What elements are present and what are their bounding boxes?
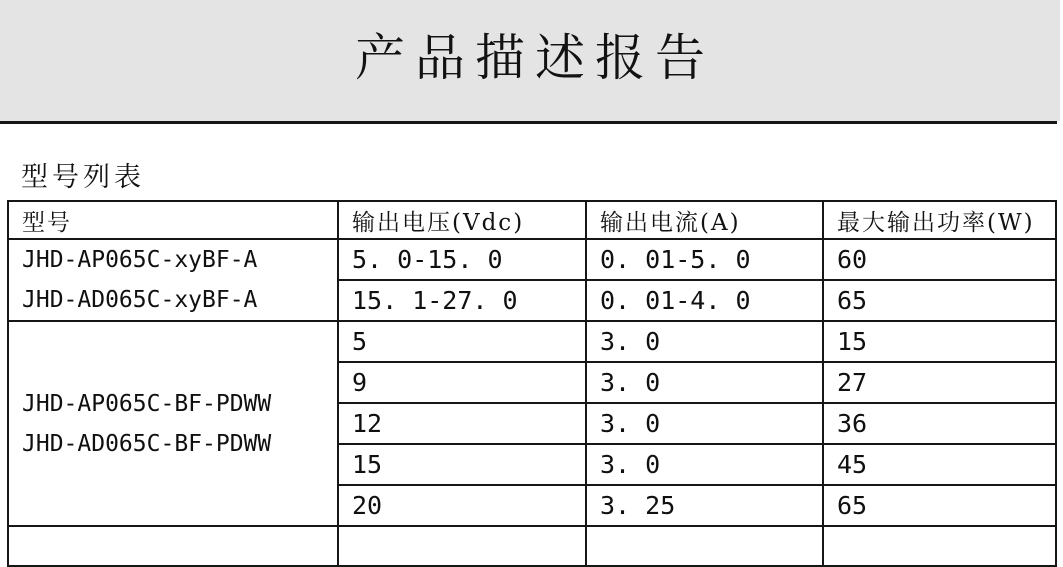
voltage-cell: 20 [338,485,586,526]
voltage-cell: 12 [338,403,586,444]
voltage-cell: 9 [338,362,586,403]
current-cell: 3. 25 [586,485,823,526]
title-banner [0,0,1060,121]
model-name: JHD-AP065C-BF-PDWW [22,390,272,417]
current-cell: 0. 01-4. 0 [586,280,823,321]
table-row [8,239,1056,280]
current-cell: 3. 0 [586,403,823,444]
power-cell: 36 [823,403,1056,444]
model-name: JHD-AP065C-xyBF-A [22,247,258,273]
model-cell [8,239,338,321]
current-cell: 3. 0 [586,444,823,485]
power-cell: 65 [823,485,1056,526]
current-cell: 3. 0 [586,362,823,403]
empty-cell [8,526,338,566]
voltage-cell: 5 [338,321,586,362]
current-cell: 0. 01-5. 0 [586,239,823,280]
empty-cell [338,526,586,566]
table-row [8,321,1056,362]
section-heading: 型号列表 [21,162,145,193]
table-body [8,239,1056,566]
empty-cell [823,526,1056,566]
model-name: JHD-AD065C-BF-PDWW [22,430,272,457]
page-title: 产品描述报告 [355,28,715,87]
power-cell: 15 [823,321,1056,362]
header-row [8,201,1056,239]
voltage-cell: 15. 1-27. 0 [338,280,586,321]
voltage-cell: 15 [338,444,586,485]
model-table [7,200,1057,567]
partial-row [8,526,1056,566]
power-cell: 45 [823,444,1056,485]
column-header-voltage: 输出电压(Vdc) [338,201,586,239]
empty-cell [586,526,823,566]
model-name: JHD-AD065C-xyBF-A [22,287,258,313]
column-header-current: 输出电流(A) [586,201,823,239]
power-cell: 27 [823,362,1056,403]
banner-divider-rule [0,121,1057,124]
power-cell: 65 [823,280,1056,321]
current-cell: 3. 0 [586,321,823,362]
power-cell: 60 [823,239,1056,280]
voltage-cell: 5. 0-15. 0 [338,239,586,280]
column-header-model: 型号 [8,201,338,239]
table-header [8,201,1056,239]
model-cell [8,321,338,526]
column-header-power: 最大输出功率(W) [823,201,1056,239]
